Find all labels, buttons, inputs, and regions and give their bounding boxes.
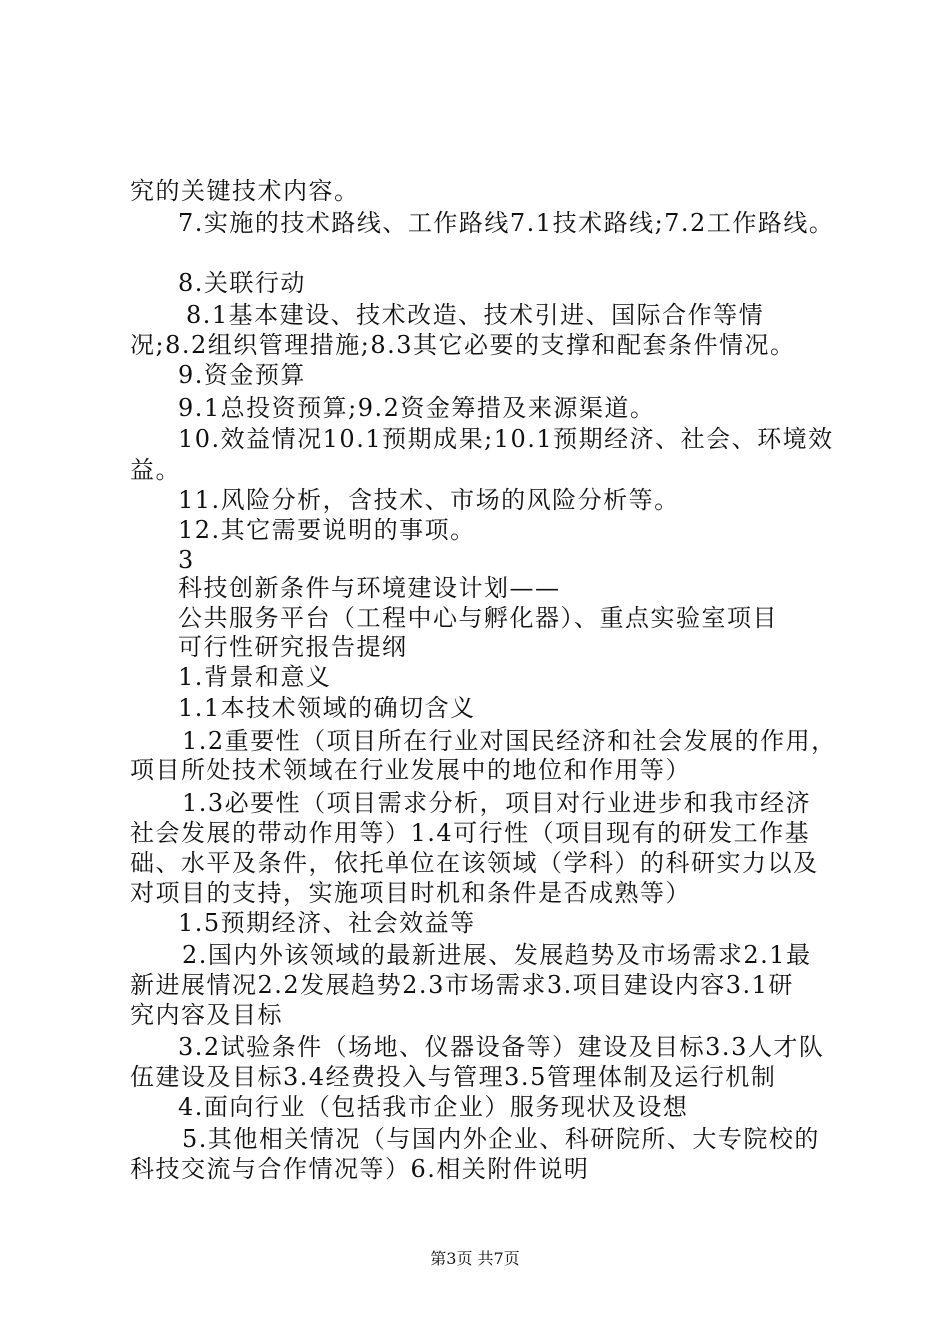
text-line: 8.1基本建设、技术改造、技术引进、国际合作等情	[186, 301, 765, 329]
text-line: 9.1总投资预算;9.2资金筹措及来源渠道。	[178, 394, 656, 422]
text-line: 12.其它需要说明的事项。	[178, 516, 476, 544]
text-line: 益。	[130, 456, 181, 484]
text-line: 项目所处技术领域在行业发展中的地位和作用等）	[130, 756, 691, 784]
text-line: 11.风险分析，含技术、市场的风险分析等。	[178, 486, 680, 514]
text-line: 究的关键技术内容。	[130, 177, 360, 205]
text-line: 5.其他相关情况（与国内外企业、科研院所、大专院校的	[182, 1125, 820, 1153]
text-line: 科技创新条件与环境建设计划——	[178, 574, 561, 602]
text-line: 1.2重要性（项目所在行业对国民经济和社会发展的作用，	[182, 727, 837, 755]
text-line: 可行性研究报告提纲	[178, 633, 408, 661]
text-line: 对项目的支持，实施项目时机和条件是否成熟等）	[130, 879, 691, 907]
text-line: 科技交流与合作情况等）6.相关附件说明	[130, 1155, 590, 1183]
text-line: 础、水平及条件，依托单位在该领域（学科）的科研实力以及	[130, 849, 819, 877]
text-line: 1.1本技术领域的确切含义	[178, 694, 476, 722]
text-line: 1.背景和意义	[178, 663, 332, 691]
text-line: 公共服务平台（工程中心与孵化器）、重点实验室项目	[178, 604, 778, 632]
text-line: 7.实施的技术路线、工作路线7.1技术路线;7.2工作路线。	[178, 209, 835, 237]
text-line: 新进展情况2.2发展趋势2.3市场需求3.项目建设内容3.1研	[130, 971, 794, 999]
text-line: 9.资金预算	[178, 361, 306, 389]
page-footer: 第3页 共7页	[430, 1249, 520, 1268]
text-line: 社会发展的带动作用等）1.4可行性（项目现有的研发工作基	[130, 819, 811, 847]
text-line: 8.关联行动	[178, 269, 306, 297]
text-line: 3	[178, 546, 195, 574]
text-line: 1.3必要性（项目需求分析，项目对行业进步和我市经济	[182, 789, 812, 817]
text-line: 伍建设及目标3.4经费投入与管理3.5管理体制及运行机制	[130, 1063, 777, 1091]
text-line: 3.2试验条件（场地、仪器设备等）建设及目标3.3人才队	[178, 1033, 825, 1061]
text-line: 10.效益情况10.1预期成果;10.1预期经济、社会、环境效	[178, 425, 834, 453]
text-line: 4.面向行业（包括我市企业）服务现状及设想	[178, 1093, 689, 1121]
text-line: 况;8.2组织管理措施;8.3其它必要的支撑和配套条件情况。	[130, 331, 796, 359]
text-line: 1.5预期经济、社会效益等	[178, 909, 476, 937]
text-line: 究内容及目标	[130, 1001, 283, 1029]
text-line: 2.国内外该领域的最新进展、发展趋势及市场需求2.1最	[182, 941, 812, 969]
